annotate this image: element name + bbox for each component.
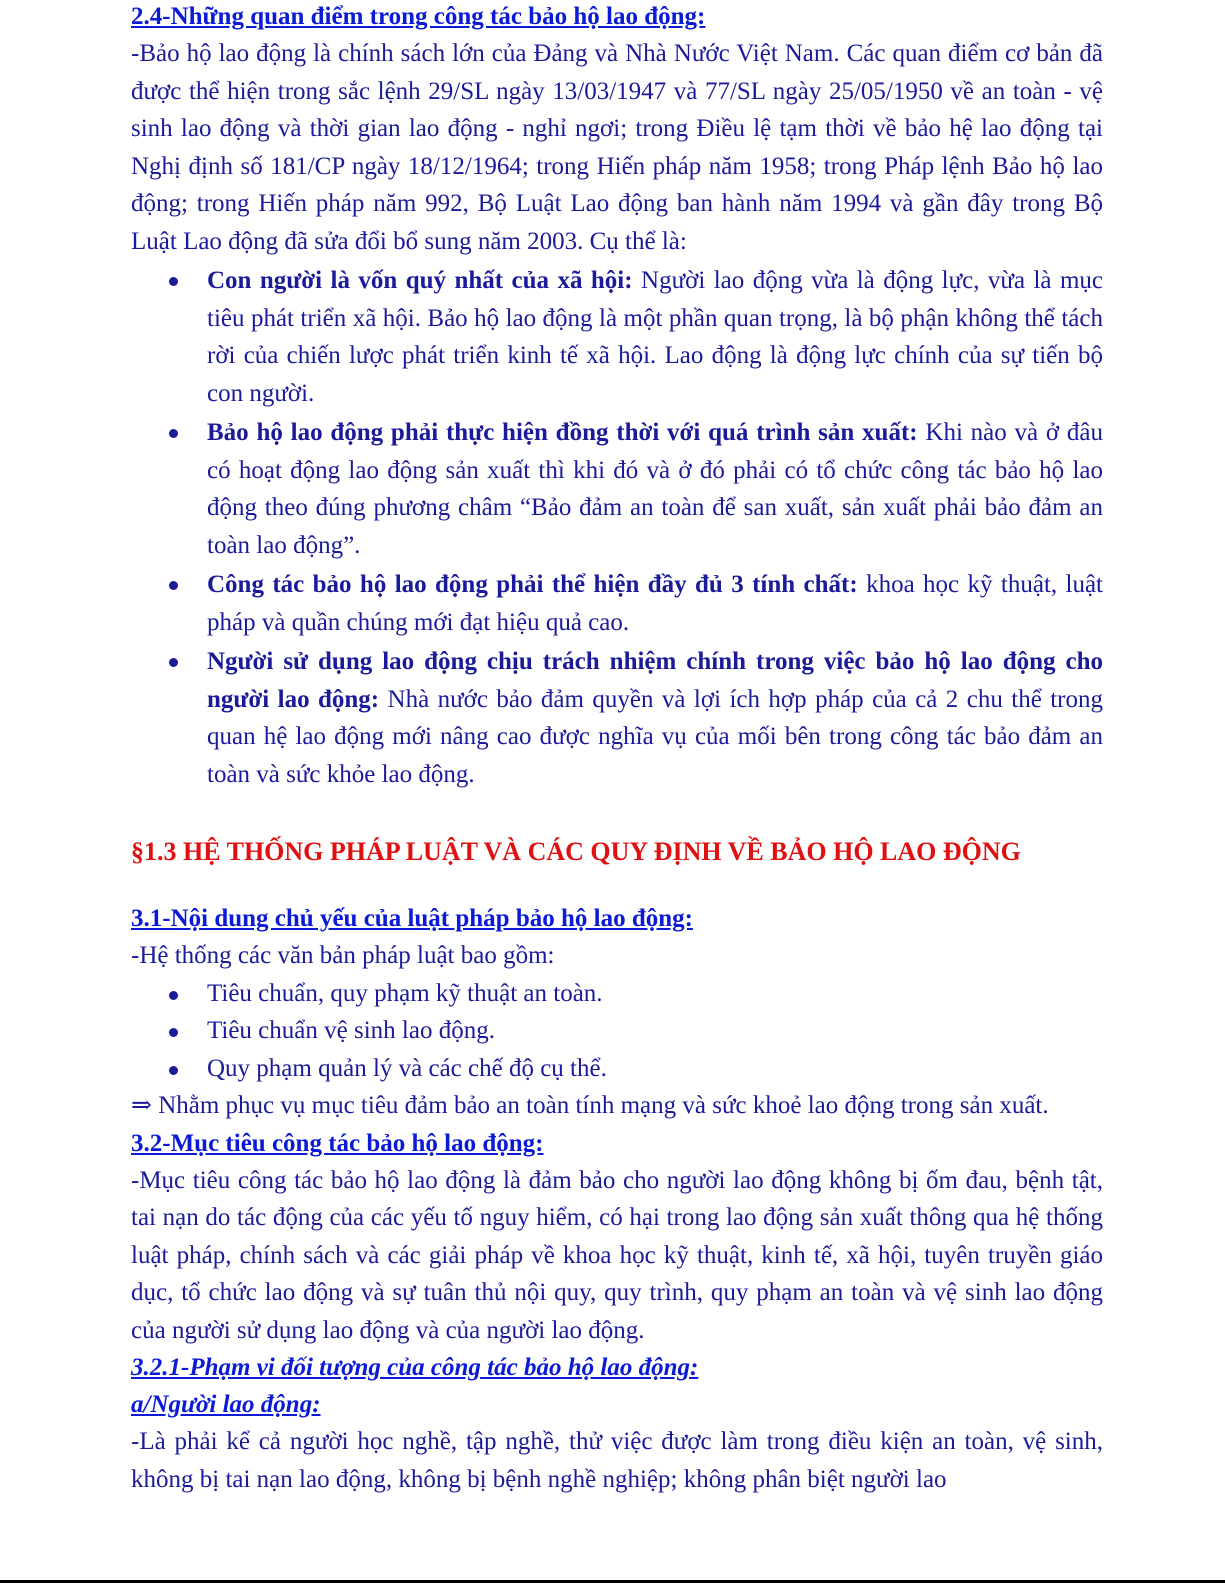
document-page <box>131 0 1103 1498</box>
bullet-list-2-4 <box>131 262 1103 793</box>
bullet-icon <box>169 1066 178 1075</box>
list-item <box>131 643 1103 793</box>
page-bottom-rule <box>0 1580 1225 1583</box>
bullet-text: khoa học kỹ thuật, luật pháp và quần chúng mới đạt hiệu quả cao. <box>207 571 1104 636</box>
paragraph-3-2-1-body: -Là phải kể cả người học nghề, tập nghề, thử việc được làm trong điều kiện an toàn, vệ sinh, không bị tai nạn lao động, không bị bệnh nghề nghiệp; không phân biệt người lao <box>131 1428 1103 1493</box>
list-item <box>131 1012 1103 1050</box>
heading-2-4: 2.4-Những quan điểm trong công tác bảo hộ lao động: <box>131 3 706 30</box>
section-title-1-3: §1.3 HỆ THỐNG PHÁP LUẬT VÀ CÁC QUY ĐỊNH VỀ BẢO HỘ LAO ĐỘNG <box>131 837 1021 866</box>
paragraph-3-1-intro: -Hệ thống các văn bản pháp luật bao gồm: <box>131 942 555 969</box>
paragraph-3-1-conclusion: ⇒ Nhằm phục vụ mục tiêu đảm bảo an toàn tính mạng và sức khoẻ lao động trong sản xuất. <box>131 1092 1049 1119</box>
heading-3-2-1: 3.2.1-Phạm vi đối tượng của công tác bảo hộ lao động: <box>131 1354 699 1381</box>
bullet-list-3-1 <box>131 975 1103 1088</box>
bullet-icon <box>169 581 178 590</box>
heading-3-2: 3.2-Mục tiêu công tác bảo hộ lao động: <box>131 1129 544 1157</box>
bullet-icon <box>169 429 178 438</box>
heading-3-1: 3.1-Nội dung chủ yếu của luật pháp bảo hộ lao động: <box>131 905 693 932</box>
paragraph-3-2-body: -Mục tiêu công tác bảo hộ lao động là đảm bảo cho người lao động không bị ốm đau, bệnh tật, tai nạn do tác động của các yếu tố nguy hiểm, có hại trong lao động sản xuất thông qua hệ thống luật pháp, chính sách và các giải pháp về khoa học kỹ thuật, kinh tế, xã hội, tuyên truyền giáo dục, tổ chức lao động và sự tuân thủ nội quy, quy trình, quy phạm an toàn và vệ sinh lao động của người sử dụng lao động và của người lao động. <box>131 1166 1103 1344</box>
bullet-icon <box>169 658 178 667</box>
bullet-lead: Bảo hộ lao động phải thực hiện đồng thời với quá trình sản xuất: <box>207 419 918 446</box>
list-item-text: Tiêu chuẩn vệ sinh lao động. <box>207 1017 495 1044</box>
bullet-text: Khi nào và ở đâu có hoạt động lao động sản xuất thì khi đó và ở đó phải có tổ chức công tác bảo hộ lao động theo đúng phương châm “Bảo đảm an toàn để san xuất, sản xuất phải bảo đảm an toàn lao động”. <box>207 419 1104 559</box>
paragraph-2-4-intro: -Bảo hộ lao động là chính sách lớn của Đảng và Nhà Nước Việt Nam. Các quan điểm cơ bản đã được thể hiện trong sắc lệnh 29/SL ngày 13/03/1947 và 77/SL ngày 25/05/1950 về an toàn - vệ sinh lao động và thời gian lao động - nghỉ ngơi; trong Điều lệ tạm thời về bảo hệ lao động tại Nghị định số 181/CP ngày 18/12/1964; trong Hiến pháp năm 1958; trong Pháp lệnh Bảo hộ lao động; trong Hiến pháp năm 992, Bộ Luật Lao động ban hành năm 1994 và gần đây trong Bộ Luật Lao động đã sửa đổi bổ sung năm 2003. Cụ thể là: <box>131 40 1103 255</box>
list-item <box>131 262 1103 412</box>
list-item-text: Tiêu chuẩn, quy phạm kỹ thuật an toàn. <box>207 979 603 1007</box>
bullet-text: Người lao động vừa là động lực, vừa là mục tiêu phát triển xã hội. Bảo hộ lao động là một phần quan trọng, là bộ phận không thể tách rời của chiến lược phát triển kinh tế xã hội. Lao động là động lực chính của sự tiến bộ con người. <box>207 267 1103 407</box>
bullet-text: Nhà nước bảo đảm quyền và lợi ích hợp pháp của cả 2 chu thể trong quan hệ lao động mới nâng cao được nghĩa vụ của mối bên trong công tác bảo đảm an toàn và sức khỏe lao động. <box>207 685 1103 788</box>
bullet-icon <box>169 991 178 1000</box>
list-item <box>131 1050 1103 1088</box>
list-item <box>131 975 1103 1013</box>
bullet-icon <box>169 1028 178 1037</box>
subheading-a: a/Người lao động: <box>131 1391 321 1418</box>
bullet-lead: Người sử dụng lao động chịu trách nhiệm chính trong việc bảo hộ lao động cho người lao động: <box>207 648 1103 713</box>
bullet-lead: Công tác bảo hộ lao động phải thể hiện đầy đủ 3 tính chất: <box>207 571 858 598</box>
list-item <box>131 414 1103 564</box>
bullet-lead: Con người là vốn quý nhất của xã hội: <box>207 267 633 294</box>
list-item <box>131 566 1103 641</box>
bullet-icon <box>169 277 178 286</box>
list-item-text: Quy phạm quản lý và các chế độ cụ thể. <box>207 1054 607 1082</box>
